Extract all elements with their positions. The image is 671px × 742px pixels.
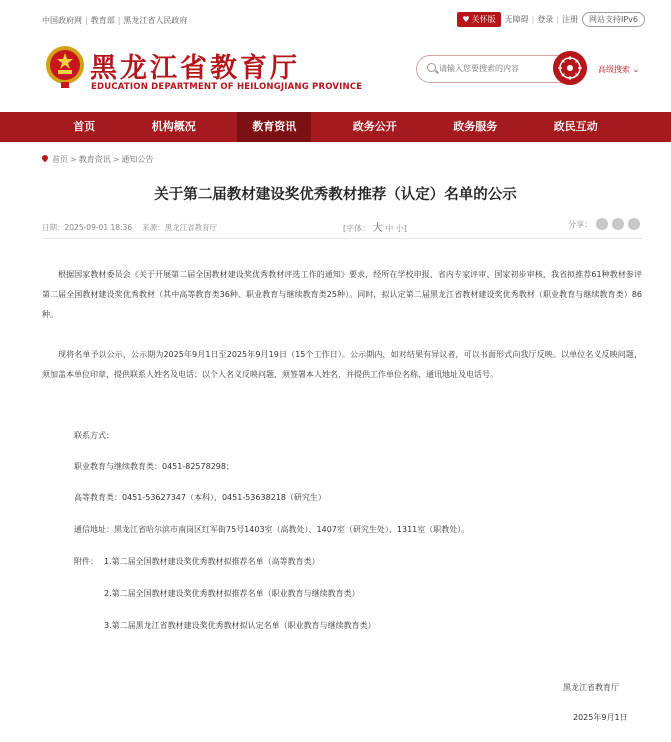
register-link[interactable]: 注册 (561, 15, 578, 24)
ipv6-badge: 网站支持IPv6 (582, 12, 645, 27)
breadcrumb-notices[interactable]: 通知公告 (121, 155, 154, 164)
advanced-search-link[interactable]: 高级搜索 ⌄ (598, 65, 640, 74)
font-small-button[interactable]: 小 (395, 224, 404, 233)
search-button[interactable] (553, 51, 587, 85)
contact-higher-ed: 高等教育类：0451-53627347（本科），0451-53638218（研究生） (74, 493, 326, 502)
search-icon (427, 63, 436, 72)
source-label: 来源： (142, 223, 165, 232)
nav-education-news[interactable]: 教育资讯 (237, 112, 311, 142)
mailing-address: 通信地址：黑龙江省哈尔滨市南岗区红军街75号1403室（高教处）、1407室（研究生处）、1311室（职教处）。 (74, 525, 470, 534)
date-label: 日期： (42, 223, 65, 232)
article-title: 关于第二届教材建设奖优秀教材推荐（认定）名单的公示 (154, 187, 517, 203)
nav-government-affairs[interactable]: 政务公开 (352, 120, 397, 133)
link-hlj-gov[interactable]: 黑龙江省人民政府 (123, 16, 188, 25)
care-mode-button[interactable]: ♥ 关怀版 (457, 12, 500, 27)
accessibility-link[interactable]: 无障碍 (504, 15, 529, 24)
login-link[interactable]: 登录 (537, 15, 554, 24)
share-qq-icon[interactable] (628, 218, 640, 230)
font-medium-button[interactable]: 中 (385, 224, 394, 233)
main-nav (0, 112, 671, 142)
font-size-control: [字体： 大 中 小] (343, 223, 407, 234)
divider (42, 238, 642, 239)
share-weibo-icon[interactable] (612, 218, 624, 230)
breadcrumb-news[interactable]: 教育资讯 (78, 155, 111, 164)
nav-government-services[interactable]: 政务服务 (453, 120, 498, 133)
top-bar (0, 0, 671, 40)
signature-date: 2025年9月1日 (573, 713, 628, 722)
site-header (0, 40, 671, 112)
link-moe[interactable]: 教育部 (90, 16, 115, 25)
share-bar (568, 218, 640, 230)
attachment-link[interactable]: 1.第二届全国教材建设奖优秀教材拟推荐名单（高等教育类） (104, 557, 320, 566)
signature-org: 黑龙江省教育厅 (563, 683, 619, 692)
link-gov-cn[interactable]: 中国政府网 (42, 16, 82, 25)
attachment-link[interactable]: 3.第二届黑龙江省教材建设奖优秀教材拟认定名单（职业教育与继续教育类） (104, 621, 376, 630)
chevron-down-icon: ⌄ (632, 65, 640, 74)
article-meta (42, 222, 217, 233)
site-title[interactable]: 黑龙江省教育厅 (90, 53, 300, 84)
top-links: 中国政府网 | 教育部 | 黑龙江省人民政府 (42, 16, 188, 25)
national-emblem-icon (44, 44, 86, 88)
article-source: 黑龙江省教育厅 (164, 223, 218, 232)
paragraph-1: 根据国家教材委员会《关于开展第二届全国教材建设奖优秀教材评选工作的通知》要求，经所在学校申报、省内专家评审、国家初步审核，我省拟推荐61种教材参评第二届全国教材建设奖优秀教材（其中高等教育类36种、职业教育与继续教育类25种）。同时，拟认定第二届黑龙江省教材建设奖优秀教材（职业教育与继续教育类）86种。 (42, 270, 642, 319)
share-wechat-icon[interactable] (596, 218, 608, 230)
breadcrumb-home[interactable]: 首页 (52, 155, 68, 164)
attachment-link[interactable]: 2.第二届全国教材建设奖优秀教材拟推荐名单（职业教育与继续教育类） (104, 589, 360, 598)
top-toolbar: ♥ 关怀版 无障碍 | 登录 | 注册 网站支持IPv6 (457, 12, 645, 27)
site-subtitle: EDUCATION DEPARTMENT OF HEILONGJIANG PROVINCE (91, 82, 363, 92)
location-pin-icon (41, 154, 49, 162)
font-large-button[interactable]: 大 (372, 223, 383, 234)
contact-heading: 联系方式： (74, 431, 114, 440)
share-label: 分享： (568, 219, 592, 229)
publish-date: 2025-09-01 18:36 (64, 223, 133, 232)
paragraph-2: 现将名单予以公示，公示期为2025年9月1日至2025年9月19日（15个工作日）。公示期内，如对结果有异议者，可以书面形式向我厅反映。以单位名义反映问题，须加盖本单位印章，提供联系人姓名及电话；以个人名义反映问题，须签署本人姓名，并提供工作单位名称、通讯地址及电话号。 (42, 350, 642, 379)
nav-home[interactable]: 首页 (73, 120, 96, 133)
attachments-label: 附件： (74, 557, 98, 566)
nav-organization[interactable]: 机构概况 (151, 120, 196, 133)
breadcrumb: 首页 > 教育资讯 > 通知公告 (42, 154, 153, 165)
nav-interaction[interactable]: 政民互动 (553, 120, 598, 133)
contact-vocational: 职业教育与继续教育类：0451-82578298； (74, 462, 234, 471)
search-input[interactable] (439, 61, 549, 75)
heart-icon: ♥ (462, 15, 470, 24)
